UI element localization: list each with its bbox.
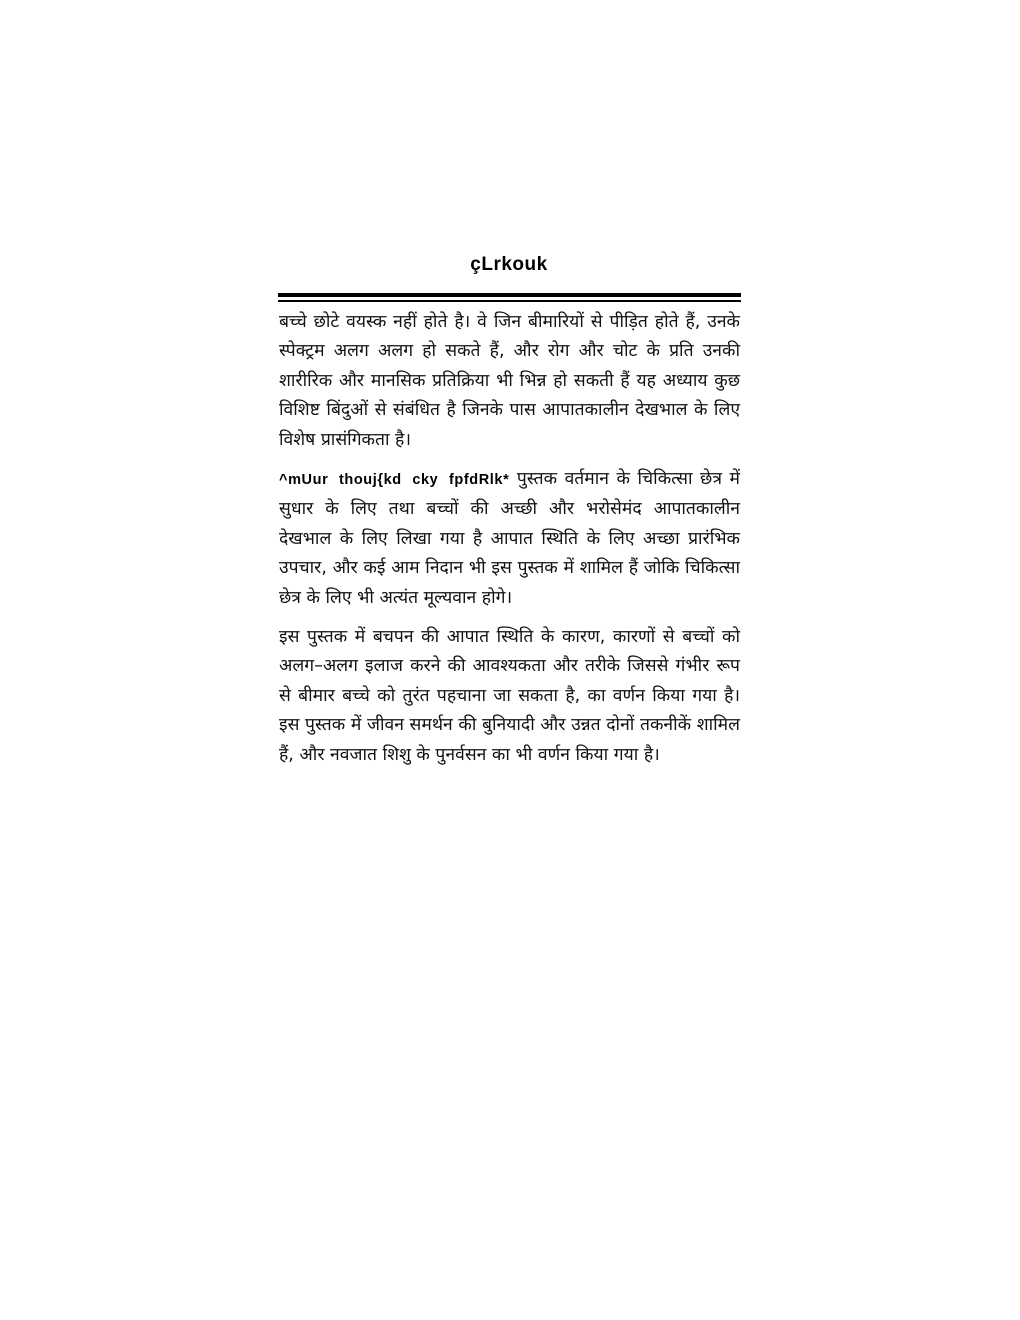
page-heading: çLrkouk (470, 254, 548, 275)
divider-thick-line (278, 293, 741, 297)
paragraph-book-purpose (279, 465, 740, 613)
book-title-inline: ^mUur thouj{kd cky fpfdRlk* (279, 472, 510, 489)
paragraph-book-purpose-text: पुस्तक वर्तमान के चिकित्सा छेत्र में सुधार के लिए तथा बच्चों की अच्छी और भरोसेमंद आपातकालीन देखभाल के लिए लिखा गया है आपात स्थिति के लिए अच्छा प्रारंभिक उपचार, और कई आम निदान भी इस पुस्तक में शामिल हैं जोकि चिकित्सा छेत्र के लिए भी अत्यंत मूल्यवान होगे। (279, 469, 740, 608)
heading-divider (278, 293, 741, 302)
paragraph-intro: बच्चे छोटे वयस्क नहीं होते है। वे जिन बीमारियों से पीड़ित होते हैं, उनके स्पेक्ट्रम अलग अलग हो सकते हैं, और रोग और चोट के प्रति उनकी शारीरिक और मानसिक प्रतिक्रिया भी भिन्न हो सकती हैं यह अध्याय कुछ विशिष्ट बिंदुओं से संबंधित है जिनके पास आपातकालीन देखभाल के लिए विशेष प्रासंगिकता है। (279, 312, 740, 450)
divider-thin-line (278, 300, 741, 302)
paragraph-book-contents: इस पुस्तक में बचपन की आपात स्थिति के कारण, कारणों से बच्चों को अलग–अलग इलाज करने की आवश्यकता और तरीके जिससे गंभीर रूप से बीमार बच्चे को तुरंत पहचाना जा सकता है, का वर्णन किया गया है। इस पुस्तक में जीवन समर्थन की बुनियादी और उन्नत दोनों तकनीकें शामिल हैं, और नवजात शिशु के पुनर्वसन का भी वर्णन किया गया है। (279, 627, 740, 765)
body-text (279, 308, 740, 780)
